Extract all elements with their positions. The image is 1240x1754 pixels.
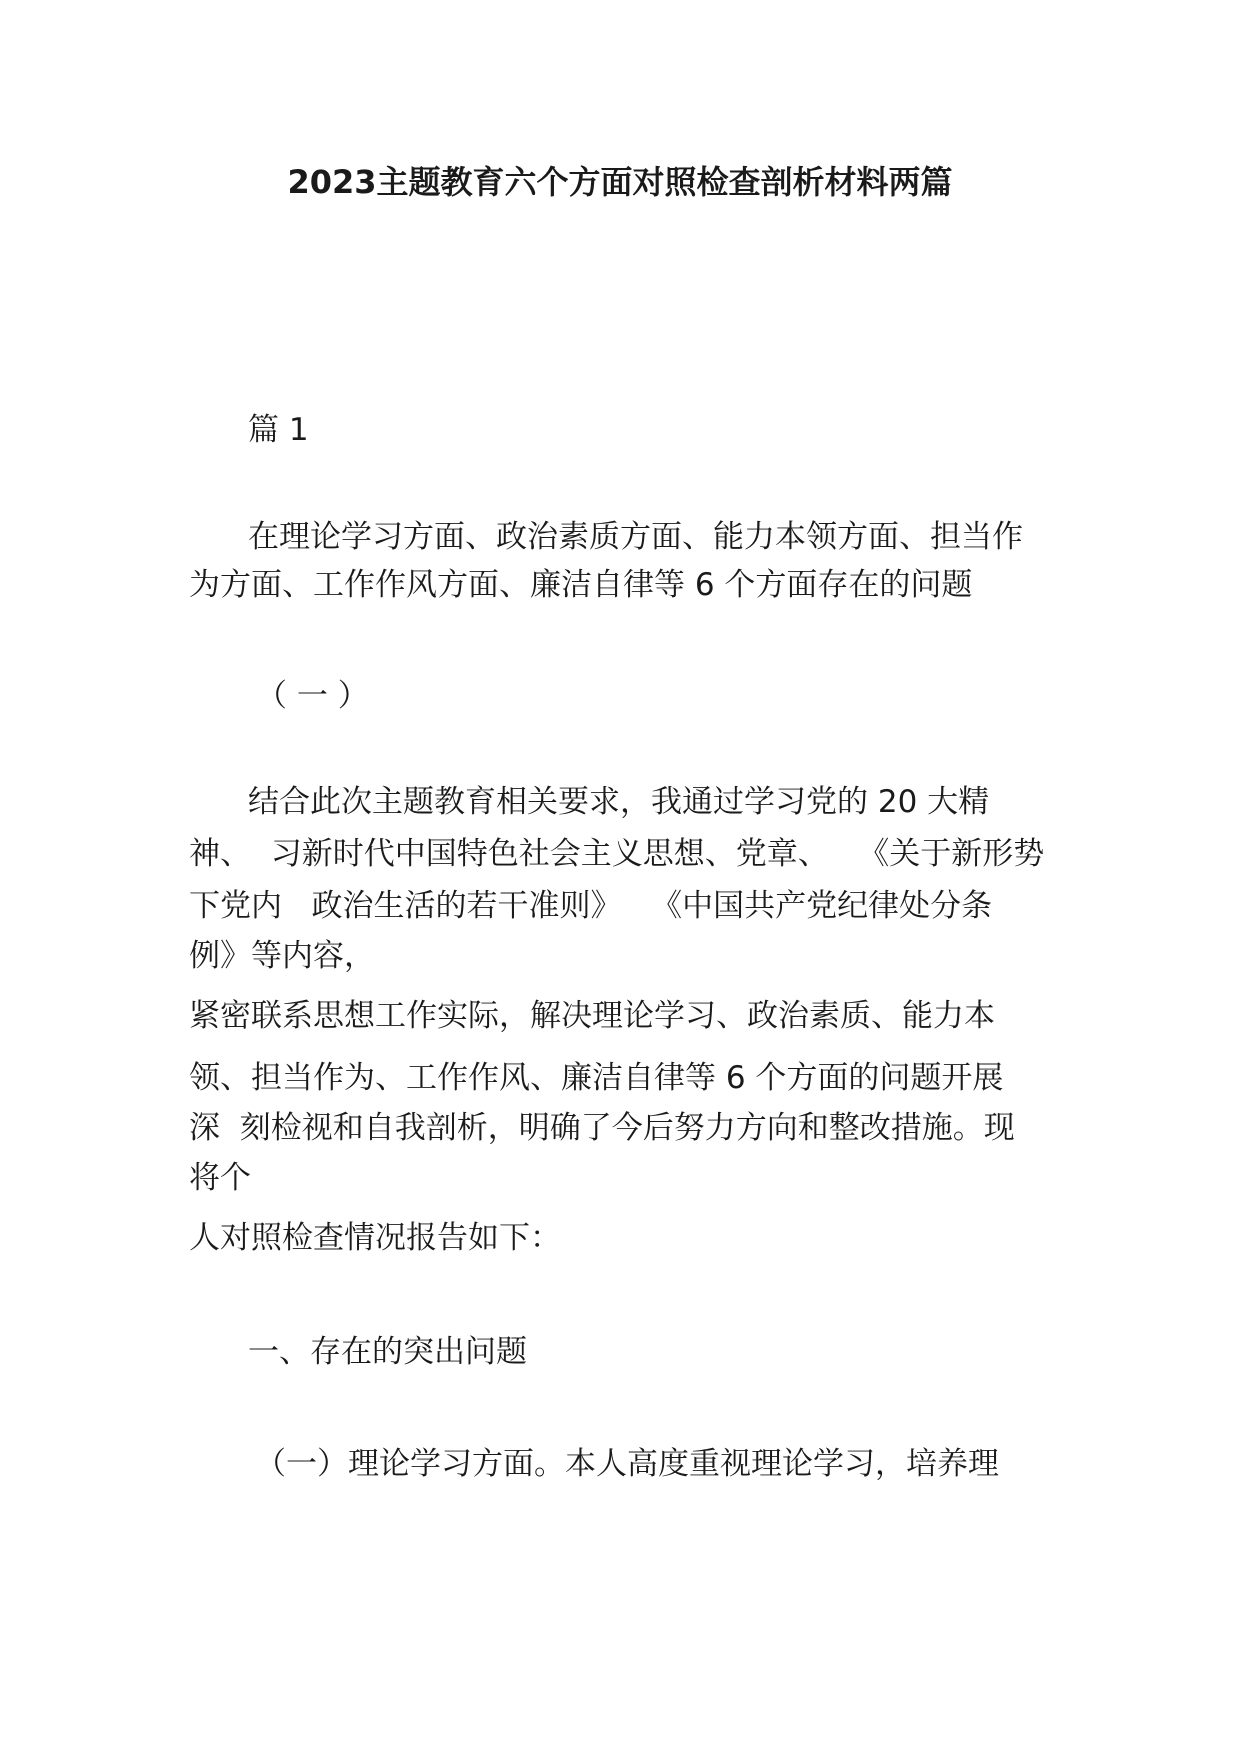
paragraph-line: 下党内 政治生活的若干准则》 《中国共产党纪律处分条 [189, 888, 993, 924]
paragraph-line: 结合此次主题教育相关要求，我通过学习党的 20 大精 [248, 784, 990, 820]
paragraph-line: 人对照检查情况报告如下： [189, 1220, 561, 1256]
paragraph-line: 深 刻检视和自我剖析，明确了今后努力方向和整改措施。现 [189, 1110, 1015, 1146]
subsection-marker: （ 一 ） [256, 678, 369, 714]
paragraph-line: 为方面、工作作风方面、廉洁自律等 6 个方面存在的问题 [189, 567, 973, 603]
document-title: 2023主题教育六个方面对照检查剖析材料两篇 [287, 163, 953, 201]
paragraph-line: 在理论学习方面、政治素质方面、能力本领方面、担当作 [248, 519, 1023, 555]
paragraph-line: 例》等内容， [189, 938, 375, 974]
paragraph-line: 将个 [189, 1160, 251, 1196]
paragraph-line: 紧密联系思想工作实际，解决理论学习、政治素质、能力本 [189, 998, 995, 1034]
paragraph-line: （一）理论学习方面。本人高度重视理论学习，培养理 [255, 1446, 999, 1482]
section-heading-problems: 一、存在的突出问题 [248, 1334, 527, 1370]
section-heading-pian1: 篇 1 [248, 412, 309, 448]
paragraph-line: 神、 习新时代中国特色社会主义思想、党章、 《关于新形势 [189, 836, 1045, 872]
paragraph-line: 领、担当作为、工作作风、廉洁自律等 6 个方面的问题开展 [189, 1060, 1004, 1096]
